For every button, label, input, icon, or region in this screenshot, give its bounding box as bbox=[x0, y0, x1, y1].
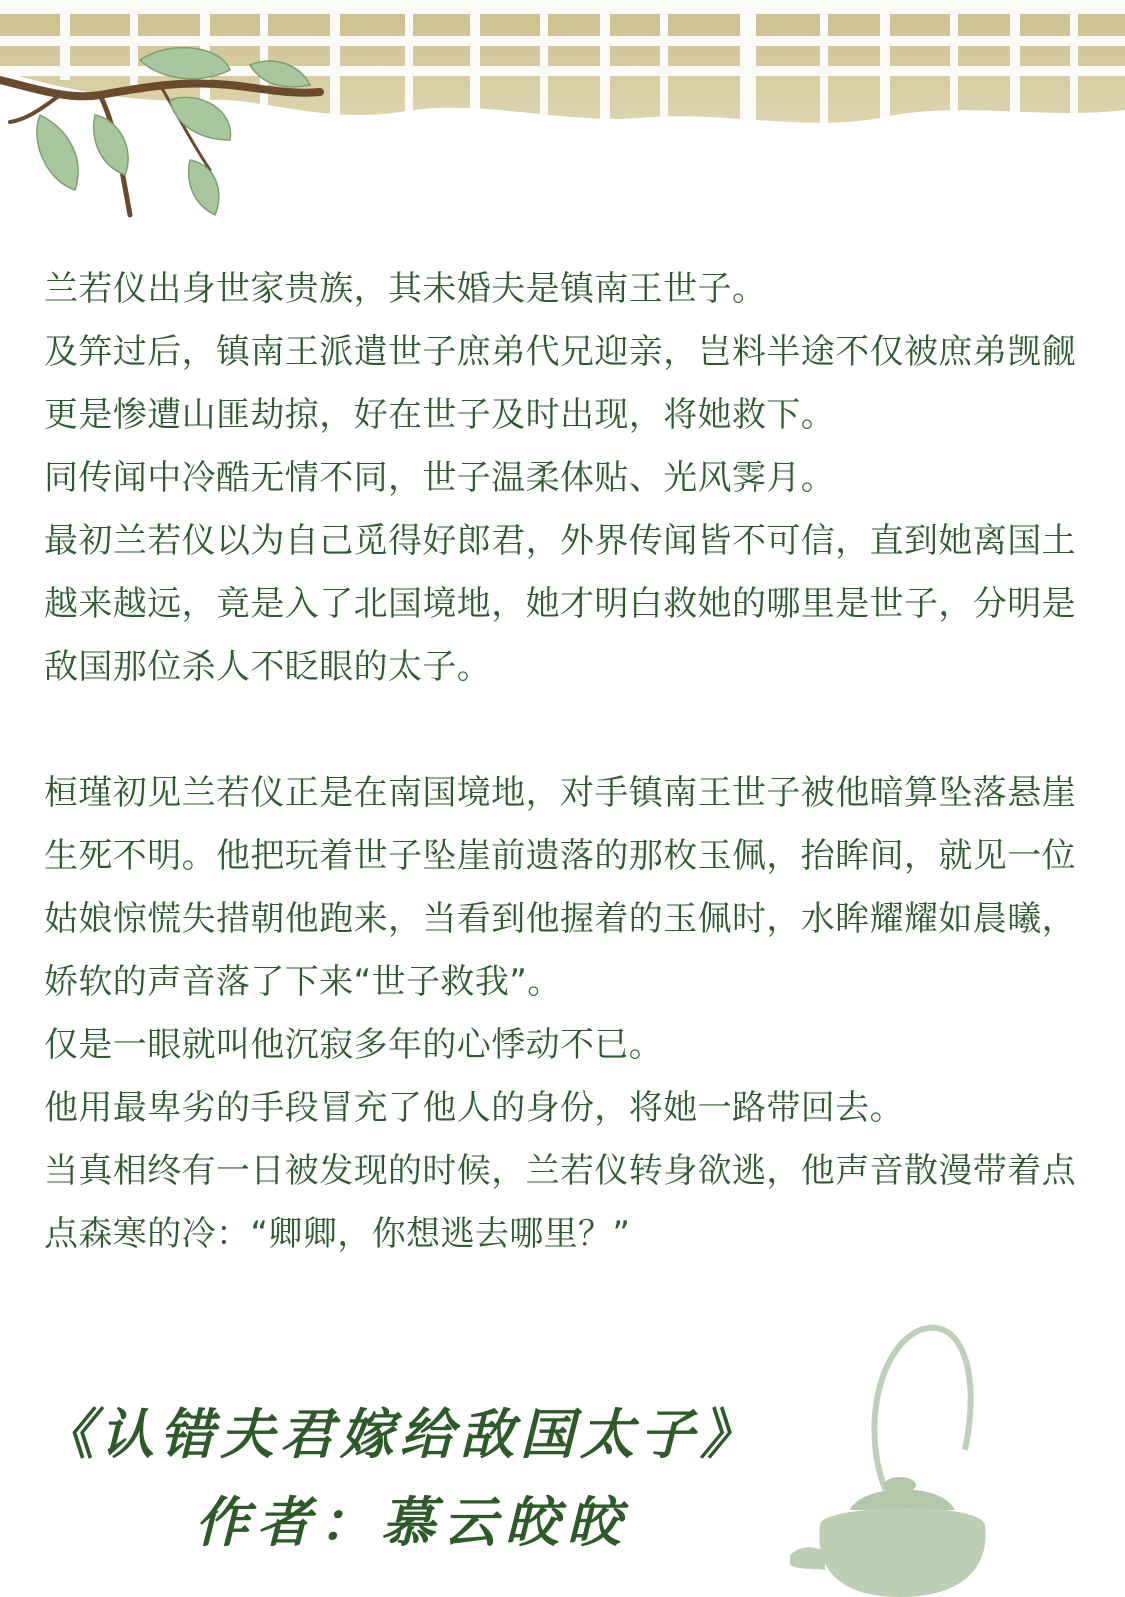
synopsis-text bbox=[44, 258, 1084, 1266]
teapot-decoration bbox=[790, 1320, 1125, 1597]
synopsis-paragraph-2: 桓瑾初见兰若仪正是在南国境地，对手镇南王世子被他暗算坠落悬崖生死不明。他把玩着世子坠崖前遗落的那枚玉佩，抬眸间，就见一位姑娘惊慌失措朝他跑来，当看到他握着的玉佩时，水眸耀耀如晨曦，娇软的声音落了下来“世子救我”。 仅是一眼就叫他沉寂多年的心悸动不已。 他用最卑劣的手段冒充了他人的身份，将她一路带回去。 当真相终有一日被发现的时候，兰若仪转身欲逃，他声音散漫带着点点森寒的冷：“卿卿，你想逃去哪里？” bbox=[44, 773, 1076, 1254]
synopsis-paragraph-1: 兰若仪出身世家贵族，其未婚夫是镇南王世子。 及笄过后，镇南王派遣世子庶弟代兄迎亲，岂料半途不仅被庶弟觊觎更是惨遭山匪劫掠，好在世子及时出现，将她救下。 同传闻中冷酷无情不同，世子温柔体贴、光风霁月。 最初兰若仪以为自己觅得好郎君，外界传闻皆不可信，直到她离国土越来越远，竟是入了北国境地，她才明白救她的哪里是世子，分明是敌国那位杀人不眨眼的太子。 bbox=[44, 269, 1076, 687]
tree-branch-decoration bbox=[0, 40, 330, 230]
paragraph-gap bbox=[44, 699, 1084, 762]
author-line: 作者：慕云皎皎 bbox=[195, 1490, 629, 1554]
book-title: 《认错夫君嫁给敌国太子》 bbox=[40, 1402, 760, 1466]
